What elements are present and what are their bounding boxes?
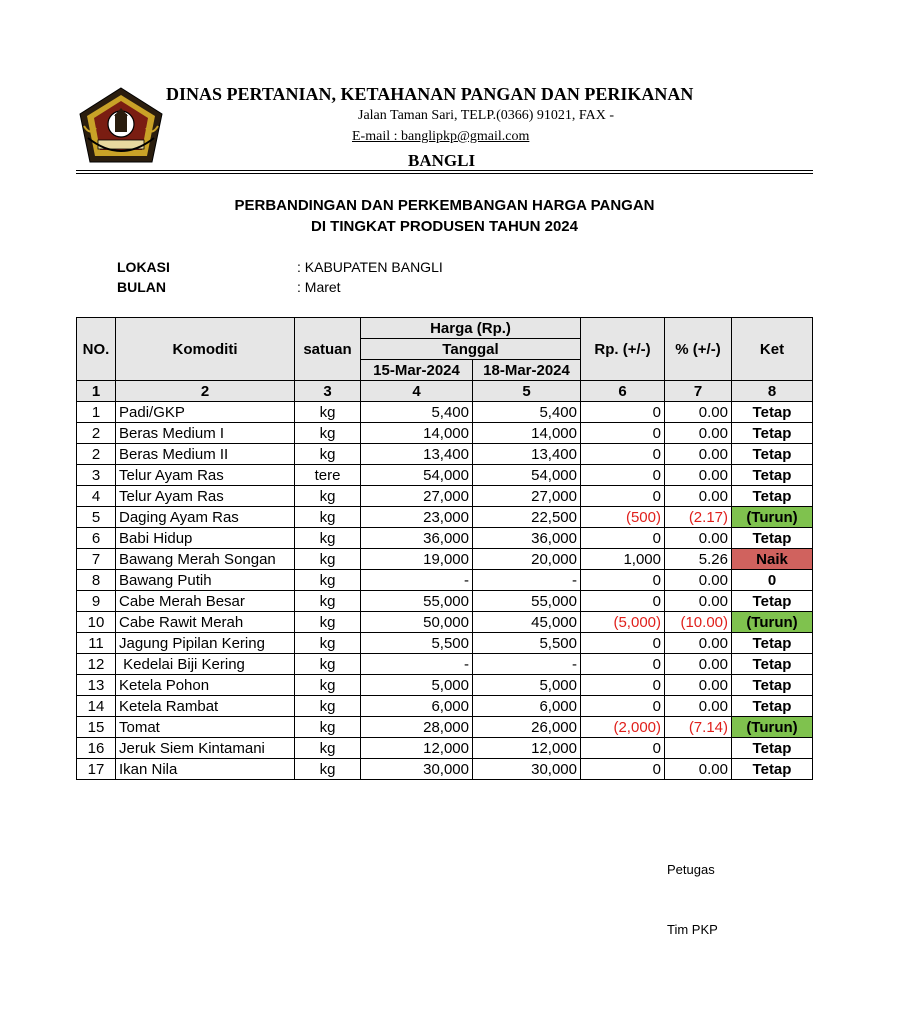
- report-title-line1: PERBANDINGAN DAN PERKEMBANGAN HARGA PANGAN: [234, 197, 655, 214]
- cell-rp-change: 0: [581, 423, 665, 444]
- cell-satuan: kg: [295, 591, 361, 612]
- cell-rp-change: 0: [581, 402, 665, 423]
- cell-ket: Tetap: [732, 654, 813, 675]
- cell-pct-change: 0.00: [665, 759, 732, 780]
- cell-price-date1: 28,000: [361, 717, 473, 738]
- header-no: NO.: [77, 318, 116, 381]
- cell-price-date1: 23,000: [361, 507, 473, 528]
- cell-price-date2: 20,000: [473, 549, 581, 570]
- price-table-body: [77, 402, 813, 780]
- column-number-row: [77, 381, 813, 402]
- cell-pct-change: 0.00: [665, 654, 732, 675]
- bulan-value: : Maret: [297, 279, 341, 295]
- header-tanggal: Tanggal: [361, 339, 581, 360]
- cell-pct-change: 0.00: [665, 402, 732, 423]
- cell-pct-change: 0.00: [665, 696, 732, 717]
- cell-price-date2: 55,000: [473, 591, 581, 612]
- cell-ket: Tetap: [732, 528, 813, 549]
- cell-no: 6: [77, 528, 116, 549]
- column-number: 8: [732, 381, 813, 402]
- column-number: 4: [361, 381, 473, 402]
- cell-komoditi: Ikan Nila: [116, 759, 295, 780]
- cell-price-date2: 26,000: [473, 717, 581, 738]
- table-row: [77, 654, 813, 675]
- cell-ket: Tetap: [732, 402, 813, 423]
- cell-price-date2: 5,000: [473, 675, 581, 696]
- table-row: [77, 717, 813, 738]
- cell-satuan: kg: [295, 528, 361, 549]
- cell-no: 3: [77, 465, 116, 486]
- table-row: [77, 486, 813, 507]
- cell-ket: Naik: [732, 549, 813, 570]
- cell-pct-change: [665, 738, 732, 759]
- org-name: DINAS PERTANIAN, KETAHANAN PANGAN DAN PERIKANAN: [166, 84, 694, 104]
- column-number: 2: [116, 381, 295, 402]
- table-row: [77, 402, 813, 423]
- cell-no: 1: [77, 402, 116, 423]
- cell-rp-change: (5,000): [581, 612, 665, 633]
- letterhead-divider: [76, 170, 813, 171]
- cell-komoditi: Jagung Pipilan Kering: [116, 633, 295, 654]
- cell-satuan: kg: [295, 675, 361, 696]
- org-city: BANGLI: [408, 151, 476, 170]
- cell-no: 7: [77, 549, 116, 570]
- cell-no: 2: [77, 444, 116, 465]
- cell-ket: Tetap: [732, 465, 813, 486]
- cell-satuan: kg: [295, 486, 361, 507]
- cell-satuan: kg: [295, 759, 361, 780]
- cell-rp-change: 0: [581, 486, 665, 507]
- cell-no: 2: [77, 423, 116, 444]
- bulan-label: BULAN: [117, 279, 166, 295]
- cell-no: 14: [77, 696, 116, 717]
- cell-satuan: tere: [295, 465, 361, 486]
- cell-ket: Tetap: [732, 591, 813, 612]
- cell-satuan: kg: [295, 612, 361, 633]
- table-row: [77, 675, 813, 696]
- cell-rp-change: 1,000: [581, 549, 665, 570]
- cell-price-date2: 14,000: [473, 423, 581, 444]
- cell-no: 5: [77, 507, 116, 528]
- cell-komoditi: Babi Hidup: [116, 528, 295, 549]
- table-row: [77, 759, 813, 780]
- price-table: [76, 317, 813, 780]
- cell-price-date1: 55,000: [361, 591, 473, 612]
- table-row: [77, 465, 813, 486]
- header-ket: Ket: [732, 318, 813, 381]
- cell-no: 17: [77, 759, 116, 780]
- cell-no: 11: [77, 633, 116, 654]
- table-row: [77, 612, 813, 633]
- cell-no: 15: [77, 717, 116, 738]
- cell-pct-change: 0.00: [665, 423, 732, 444]
- cell-rp-change: 0: [581, 444, 665, 465]
- cell-pct-change: 0.00: [665, 633, 732, 654]
- cell-price-date2: 13,400: [473, 444, 581, 465]
- signature-name: Tim PKP: [667, 922, 718, 937]
- cell-ket: Tetap: [732, 633, 813, 654]
- cell-satuan: kg: [295, 633, 361, 654]
- cell-no: 12: [77, 654, 116, 675]
- cell-rp-change: 0: [581, 696, 665, 717]
- cell-komoditi: Bawang Putih: [116, 570, 295, 591]
- lokasi-value: : KABUPATEN BANGLI: [297, 259, 443, 275]
- cell-komoditi: Telur Ayam Ras: [116, 486, 295, 507]
- cell-satuan: kg: [295, 423, 361, 444]
- cell-rp-change: 0: [581, 570, 665, 591]
- cell-price-date1: 13,400: [361, 444, 473, 465]
- cell-price-date1: 54,000: [361, 465, 473, 486]
- table-row: [77, 570, 813, 591]
- cell-rp-change: (500): [581, 507, 665, 528]
- table-row: [77, 507, 813, 528]
- cell-rp-change: 0: [581, 633, 665, 654]
- cell-price-date1: 5,400: [361, 402, 473, 423]
- cell-komoditi: Kedelai Biji Kering: [116, 654, 295, 675]
- cell-satuan: kg: [295, 549, 361, 570]
- cell-rp-change: 0: [581, 738, 665, 759]
- table-row: [77, 528, 813, 549]
- cell-ket: (Turun): [732, 612, 813, 633]
- cell-komoditi: Tomat: [116, 717, 295, 738]
- cell-pct-change: (7.14): [665, 717, 732, 738]
- cell-pct-change: 0.00: [665, 591, 732, 612]
- cell-price-date2: -: [473, 654, 581, 675]
- table-row: [77, 696, 813, 717]
- cell-price-date2: 45,000: [473, 612, 581, 633]
- cell-pct-change: (10.00): [665, 612, 732, 633]
- cell-rp-change: 0: [581, 465, 665, 486]
- table-row: [77, 591, 813, 612]
- cell-price-date2: 22,500: [473, 507, 581, 528]
- cell-ket: Tetap: [732, 486, 813, 507]
- cell-ket: Tetap: [732, 675, 813, 696]
- cell-price-date1: 27,000: [361, 486, 473, 507]
- cell-ket: (Turun): [732, 717, 813, 738]
- cell-no: 8: [77, 570, 116, 591]
- cell-price-date1: 30,000: [361, 759, 473, 780]
- cell-satuan: kg: [295, 507, 361, 528]
- cell-ket: Tetap: [732, 423, 813, 444]
- cell-komoditi: Beras Medium II: [116, 444, 295, 465]
- cell-price-date2: 6,000: [473, 696, 581, 717]
- cell-pct-change: 0.00: [665, 486, 732, 507]
- cell-pct-change: (2.17): [665, 507, 732, 528]
- cell-price-date1: 50,000: [361, 612, 473, 633]
- cell-komoditi: Ketela Pohon: [116, 675, 295, 696]
- cell-price-date2: -: [473, 570, 581, 591]
- cell-ket: Tetap: [732, 444, 813, 465]
- table-row: [77, 444, 813, 465]
- cell-pct-change: 0.00: [665, 570, 732, 591]
- cell-satuan: kg: [295, 402, 361, 423]
- header-date-1: 15-Mar-2024: [361, 360, 473, 381]
- cell-pct-change: 0.00: [665, 528, 732, 549]
- cell-price-date2: 12,000: [473, 738, 581, 759]
- header-date-2: 18-Mar-2024: [473, 360, 581, 381]
- cell-price-date1: -: [361, 654, 473, 675]
- header-harga: Harga (Rp.): [361, 318, 581, 339]
- column-number: 7: [665, 381, 732, 402]
- lokasi-label: LOKASI: [117, 259, 170, 275]
- cell-satuan: kg: [295, 696, 361, 717]
- column-number: 1: [77, 381, 116, 402]
- cell-rp-change: 0: [581, 759, 665, 780]
- cell-satuan: kg: [295, 654, 361, 675]
- cell-komoditi: Cabe Rawit Merah: [116, 612, 295, 633]
- cell-pct-change: 5.26: [665, 549, 732, 570]
- signature-role: Petugas: [667, 862, 715, 877]
- cell-komoditi: Daging Ayam Ras: [116, 507, 295, 528]
- cell-komoditi: Beras Medium I: [116, 423, 295, 444]
- letterhead-divider-secondary: [76, 173, 813, 174]
- table-row: [77, 633, 813, 654]
- cell-price-date1: 12,000: [361, 738, 473, 759]
- cell-price-date2: 30,000: [473, 759, 581, 780]
- table-row: [77, 423, 813, 444]
- table-row: [77, 738, 813, 759]
- cell-rp-change: 0: [581, 528, 665, 549]
- header-satuan: satuan: [295, 318, 361, 381]
- cell-ket: Tetap: [732, 696, 813, 717]
- cell-price-date2: 5,500: [473, 633, 581, 654]
- cell-price-date1: 5,500: [361, 633, 473, 654]
- column-number: 6: [581, 381, 665, 402]
- cell-ket: 0: [732, 570, 813, 591]
- column-number: 5: [473, 381, 581, 402]
- cell-price-date2: 5,400: [473, 402, 581, 423]
- cell-no: 16: [77, 738, 116, 759]
- cell-rp-change: (2,000): [581, 717, 665, 738]
- header-rp-change: Rp. (+/-): [581, 318, 665, 381]
- org-email: E-mail : banglipkp@gmail.com: [352, 129, 530, 144]
- header-pct-change: % (+/-): [665, 318, 732, 381]
- cell-komoditi: Cabe Merah Besar: [116, 591, 295, 612]
- cell-no: 9: [77, 591, 116, 612]
- cell-price-date1: 36,000: [361, 528, 473, 549]
- cell-price-date1: 14,000: [361, 423, 473, 444]
- cell-satuan: kg: [295, 717, 361, 738]
- cell-no: 13: [77, 675, 116, 696]
- cell-ket: (Turun): [732, 507, 813, 528]
- cell-price-date2: 27,000: [473, 486, 581, 507]
- cell-satuan: kg: [295, 570, 361, 591]
- cell-rp-change: 0: [581, 675, 665, 696]
- cell-no: 10: [77, 612, 116, 633]
- table-row: [77, 549, 813, 570]
- cell-pct-change: 0.00: [665, 675, 732, 696]
- org-address: Jalan Taman Sari, TELP.(0366) 91021, FAX -: [358, 108, 615, 123]
- report-title-line2: DI TINGKAT PRODUSEN TAHUN 2024: [311, 218, 578, 235]
- cell-satuan: kg: [295, 444, 361, 465]
- cell-komoditi: Jeruk Siem Kintamani: [116, 738, 295, 759]
- cell-ket: Tetap: [732, 738, 813, 759]
- cell-no: 4: [77, 486, 116, 507]
- cell-pct-change: 0.00: [665, 465, 732, 486]
- cell-rp-change: 0: [581, 591, 665, 612]
- cell-price-date2: 36,000: [473, 528, 581, 549]
- cell-price-date1: -: [361, 570, 473, 591]
- cell-pct-change: 0.00: [665, 444, 732, 465]
- cell-ket: Tetap: [732, 759, 813, 780]
- cell-komoditi: Telur Ayam Ras: [116, 465, 295, 486]
- cell-satuan: kg: [295, 738, 361, 759]
- cell-komoditi: Padi/GKP: [116, 402, 295, 423]
- header-komoditi: Komoditi: [116, 318, 295, 381]
- cell-price-date1: 6,000: [361, 696, 473, 717]
- cell-price-date1: 19,000: [361, 549, 473, 570]
- column-number: 3: [295, 381, 361, 402]
- cell-price-date1: 5,000: [361, 675, 473, 696]
- cell-price-date2: 54,000: [473, 465, 581, 486]
- cell-komoditi: Ketela Rambat: [116, 696, 295, 717]
- cell-rp-change: 0: [581, 654, 665, 675]
- bangli-emblem-logo: [76, 86, 166, 166]
- cell-komoditi: Bawang Merah Songan: [116, 549, 295, 570]
